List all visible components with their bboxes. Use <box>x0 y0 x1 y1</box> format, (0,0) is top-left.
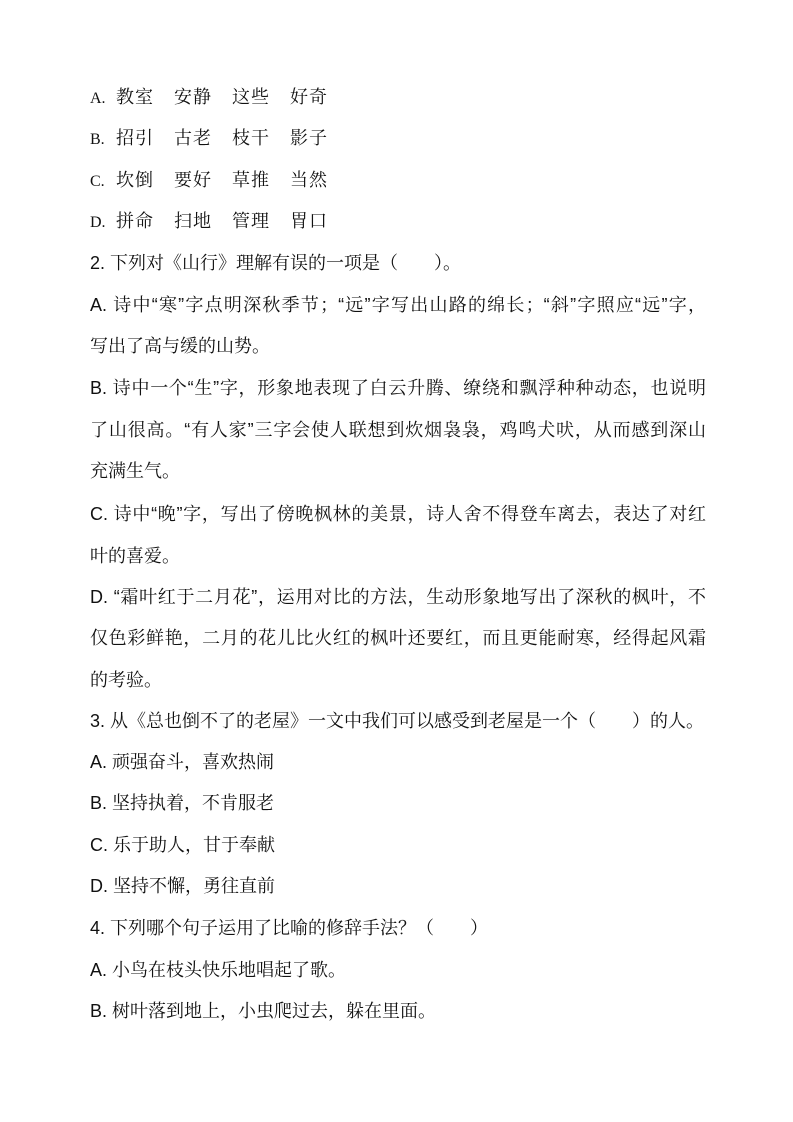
option-text: A. 顽强奋斗，喜欢热闹 <box>90 752 275 772</box>
word: 坎倒 <box>116 170 154 190</box>
option-text: B. 树叶落到地上，小虫爬过去，躲在里面。 <box>90 1001 437 1021</box>
option-text: 写出了高与缓的山势。 <box>90 336 270 356</box>
q1-option-b <box>90 126 348 152</box>
word: 好奇 <box>290 87 328 107</box>
option-text: D. “霜叶红于二月花”，运用对比的方法，生动形象地写出了深秋的枫叶，不 <box>90 587 706 607</box>
option-text: 了山很高。“有人家”三字会使人联想到炊烟袅袅，鸡鸣犬吠，从而感到深山 <box>90 420 706 440</box>
option-text: B. 坚持执着，不肯服老 <box>90 793 275 813</box>
option-text: D. 坚持不懈，勇往直前 <box>90 876 276 896</box>
option-text: 叶的喜爱。 <box>90 546 180 566</box>
option-text: B. 诗中一个“生”字，形象地表现了白云升腾、缭绕和飘浮种种动态，也说明 <box>90 378 706 398</box>
q1-option-a <box>90 85 348 111</box>
option-text: 的考验。 <box>90 670 162 690</box>
option-label: B. <box>90 131 105 148</box>
word: 扫地 <box>174 211 212 231</box>
word: 要好 <box>174 170 212 190</box>
option-text: A. 诗中“寒”字点明深秋季节；“远”字写出山路的绵长；“斜”字照应“远”字， <box>90 295 706 315</box>
option-text: 充满生气。 <box>90 461 180 481</box>
word: 影子 <box>290 128 328 148</box>
word: 招引 <box>116 128 154 148</box>
option-text: A. 小鸟在枝头快乐地唱起了歌。 <box>90 960 347 980</box>
option-label: A. <box>90 90 106 107</box>
word: 草推 <box>232 170 270 190</box>
option-text: C. 诗中“晚”字，写出了傍晚枫林的美景，诗人舍不得登车离去，表达了对红 <box>90 504 706 524</box>
option-text: 仅色彩鲜艳，二月的花儿比火红的枫叶还要红，而且更能耐寒，经得起风霜 <box>90 628 706 648</box>
word: 拼命 <box>116 211 154 231</box>
question-stem: 3. 从《总也倒不了的老屋》一文中我们可以感受到老屋是一个（ ）的人。 <box>90 711 705 731</box>
word: 当然 <box>290 170 328 190</box>
word: 安静 <box>174 87 212 107</box>
q1-option-c <box>90 168 348 194</box>
word: 教室 <box>116 87 154 107</box>
word: 枝干 <box>232 128 270 148</box>
word: 管理 <box>232 211 270 231</box>
option-text: C. 乐于助人，甘于奉献 <box>90 835 276 855</box>
word: 胃口 <box>290 211 328 231</box>
option-label: C. <box>90 173 105 190</box>
word: 古老 <box>174 128 212 148</box>
question-stem: 2. 下列对《山行》理解有误的一项是（ ）。 <box>90 253 462 273</box>
q1-option-d <box>90 209 348 235</box>
word: 这些 <box>232 87 270 107</box>
question-stem: 4. 下列哪个句子运用了比喻的修辞手法？（ ） <box>90 918 489 938</box>
option-label: D. <box>90 214 106 231</box>
